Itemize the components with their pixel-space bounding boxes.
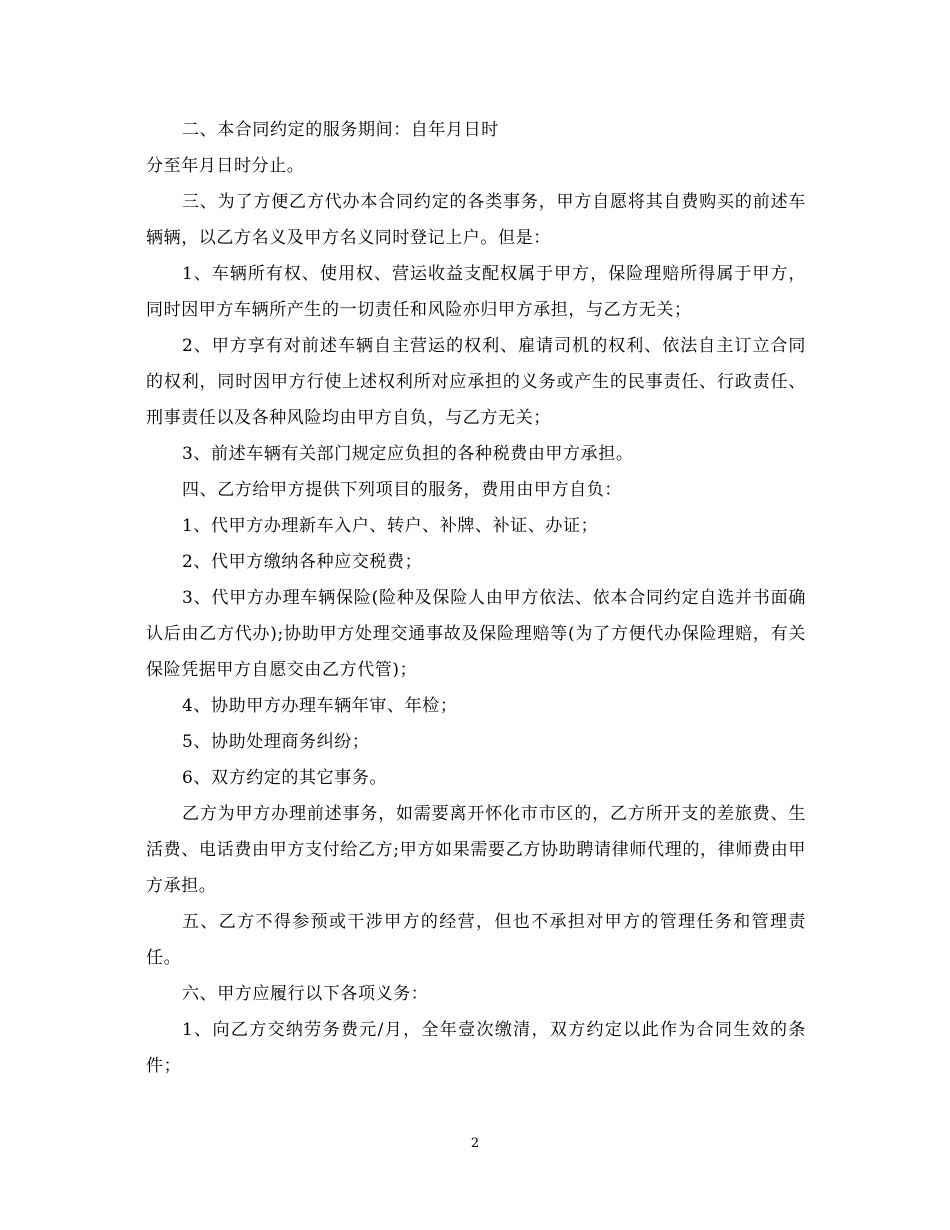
paragraph-obligation-item-1: 1、向乙方交纳劳务费元/月，全年壹次缴清，双方约定以此作为合同生效的条件；	[146, 1020, 806, 1076]
paragraph-ownership: 1、车辆所有权、使用权、营运收益支配权属于甲方，保险理赔所得属于甲方，同时因甲方车辆所产生的一切责任和风险亦归甲方承担，与乙方无关；	[146, 264, 806, 320]
paragraph-service-item-4: 4、协助甲方办理车辆年审、年检；	[182, 696, 458, 716]
paragraph-service-item-1: 1、代甲方办理新车入户、转户、补牌、补证、办证；	[182, 516, 599, 536]
paragraph-vehicle-registration: 三、为了方便乙方代办本合同约定的各类事务，甲方自愿将其自费购买的前述车辆辆，以乙方名义及甲方名义同时登记上户。但是：	[146, 192, 806, 248]
paragraph-operation-rights: 2、甲方享有对前述车辆自主营运的权利、雇请司机的权利、依法自主订立合同的权利，同时因甲方行使上述权利所对应承担的义务或产生的民事责任、行政责任、刑事责任以及各种风险均由甲方自负，与乙方无关；	[146, 336, 806, 428]
paragraph-taxes: 3、前述车辆有关部门规定应负担的各种税费由甲方承担。	[182, 444, 634, 464]
paragraph-service-item-5: 5、协助处理商务纠纷；	[182, 732, 370, 752]
paragraph-service-period: 二、本合同约定的服务期间：自年月日时	[182, 120, 499, 140]
paragraph-service-period-end: 分至年月日时分止。	[146, 156, 305, 176]
page-number: 2	[470, 1136, 480, 1151]
paragraph-service-item-3: 3、代甲方办理车辆保险(险种及保险人由甲方依法、依本合同约定自选并书面确认后由乙方代办);协助甲方处理交通事故及保险理赔等(为了方便代办保险理赔，有关保险凭据甲方自愿交由乙方代管)；	[146, 588, 806, 680]
paragraph-services-heading: 四、乙方给甲方提供下列项目的服务，费用由甲方自负：	[182, 480, 622, 500]
paragraph-service-item-2: 2、代甲方缴纳各种应交税费；	[182, 552, 423, 572]
document-body	[146, 112, 806, 1084]
paragraph-obligations-heading: 六、甲方应履行以下各项义务：	[182, 984, 429, 1004]
paragraph-service-item-6: 6、双方约定的其它事务。	[182, 768, 388, 788]
paragraph-travel-expenses: 乙方为甲方办理前述事务，如需要离开怀化市市区的，乙方所开支的差旅费、生活费、电话费由甲方支付给乙方;甲方如果需要乙方协助聘请律师代理的，律师费由甲方承担。	[146, 804, 806, 896]
paragraph-non-interference: 五、乙方不得参预或干涉甲方的经营，但也不承担对甲方的管理任务和管理责任。	[146, 912, 806, 968]
